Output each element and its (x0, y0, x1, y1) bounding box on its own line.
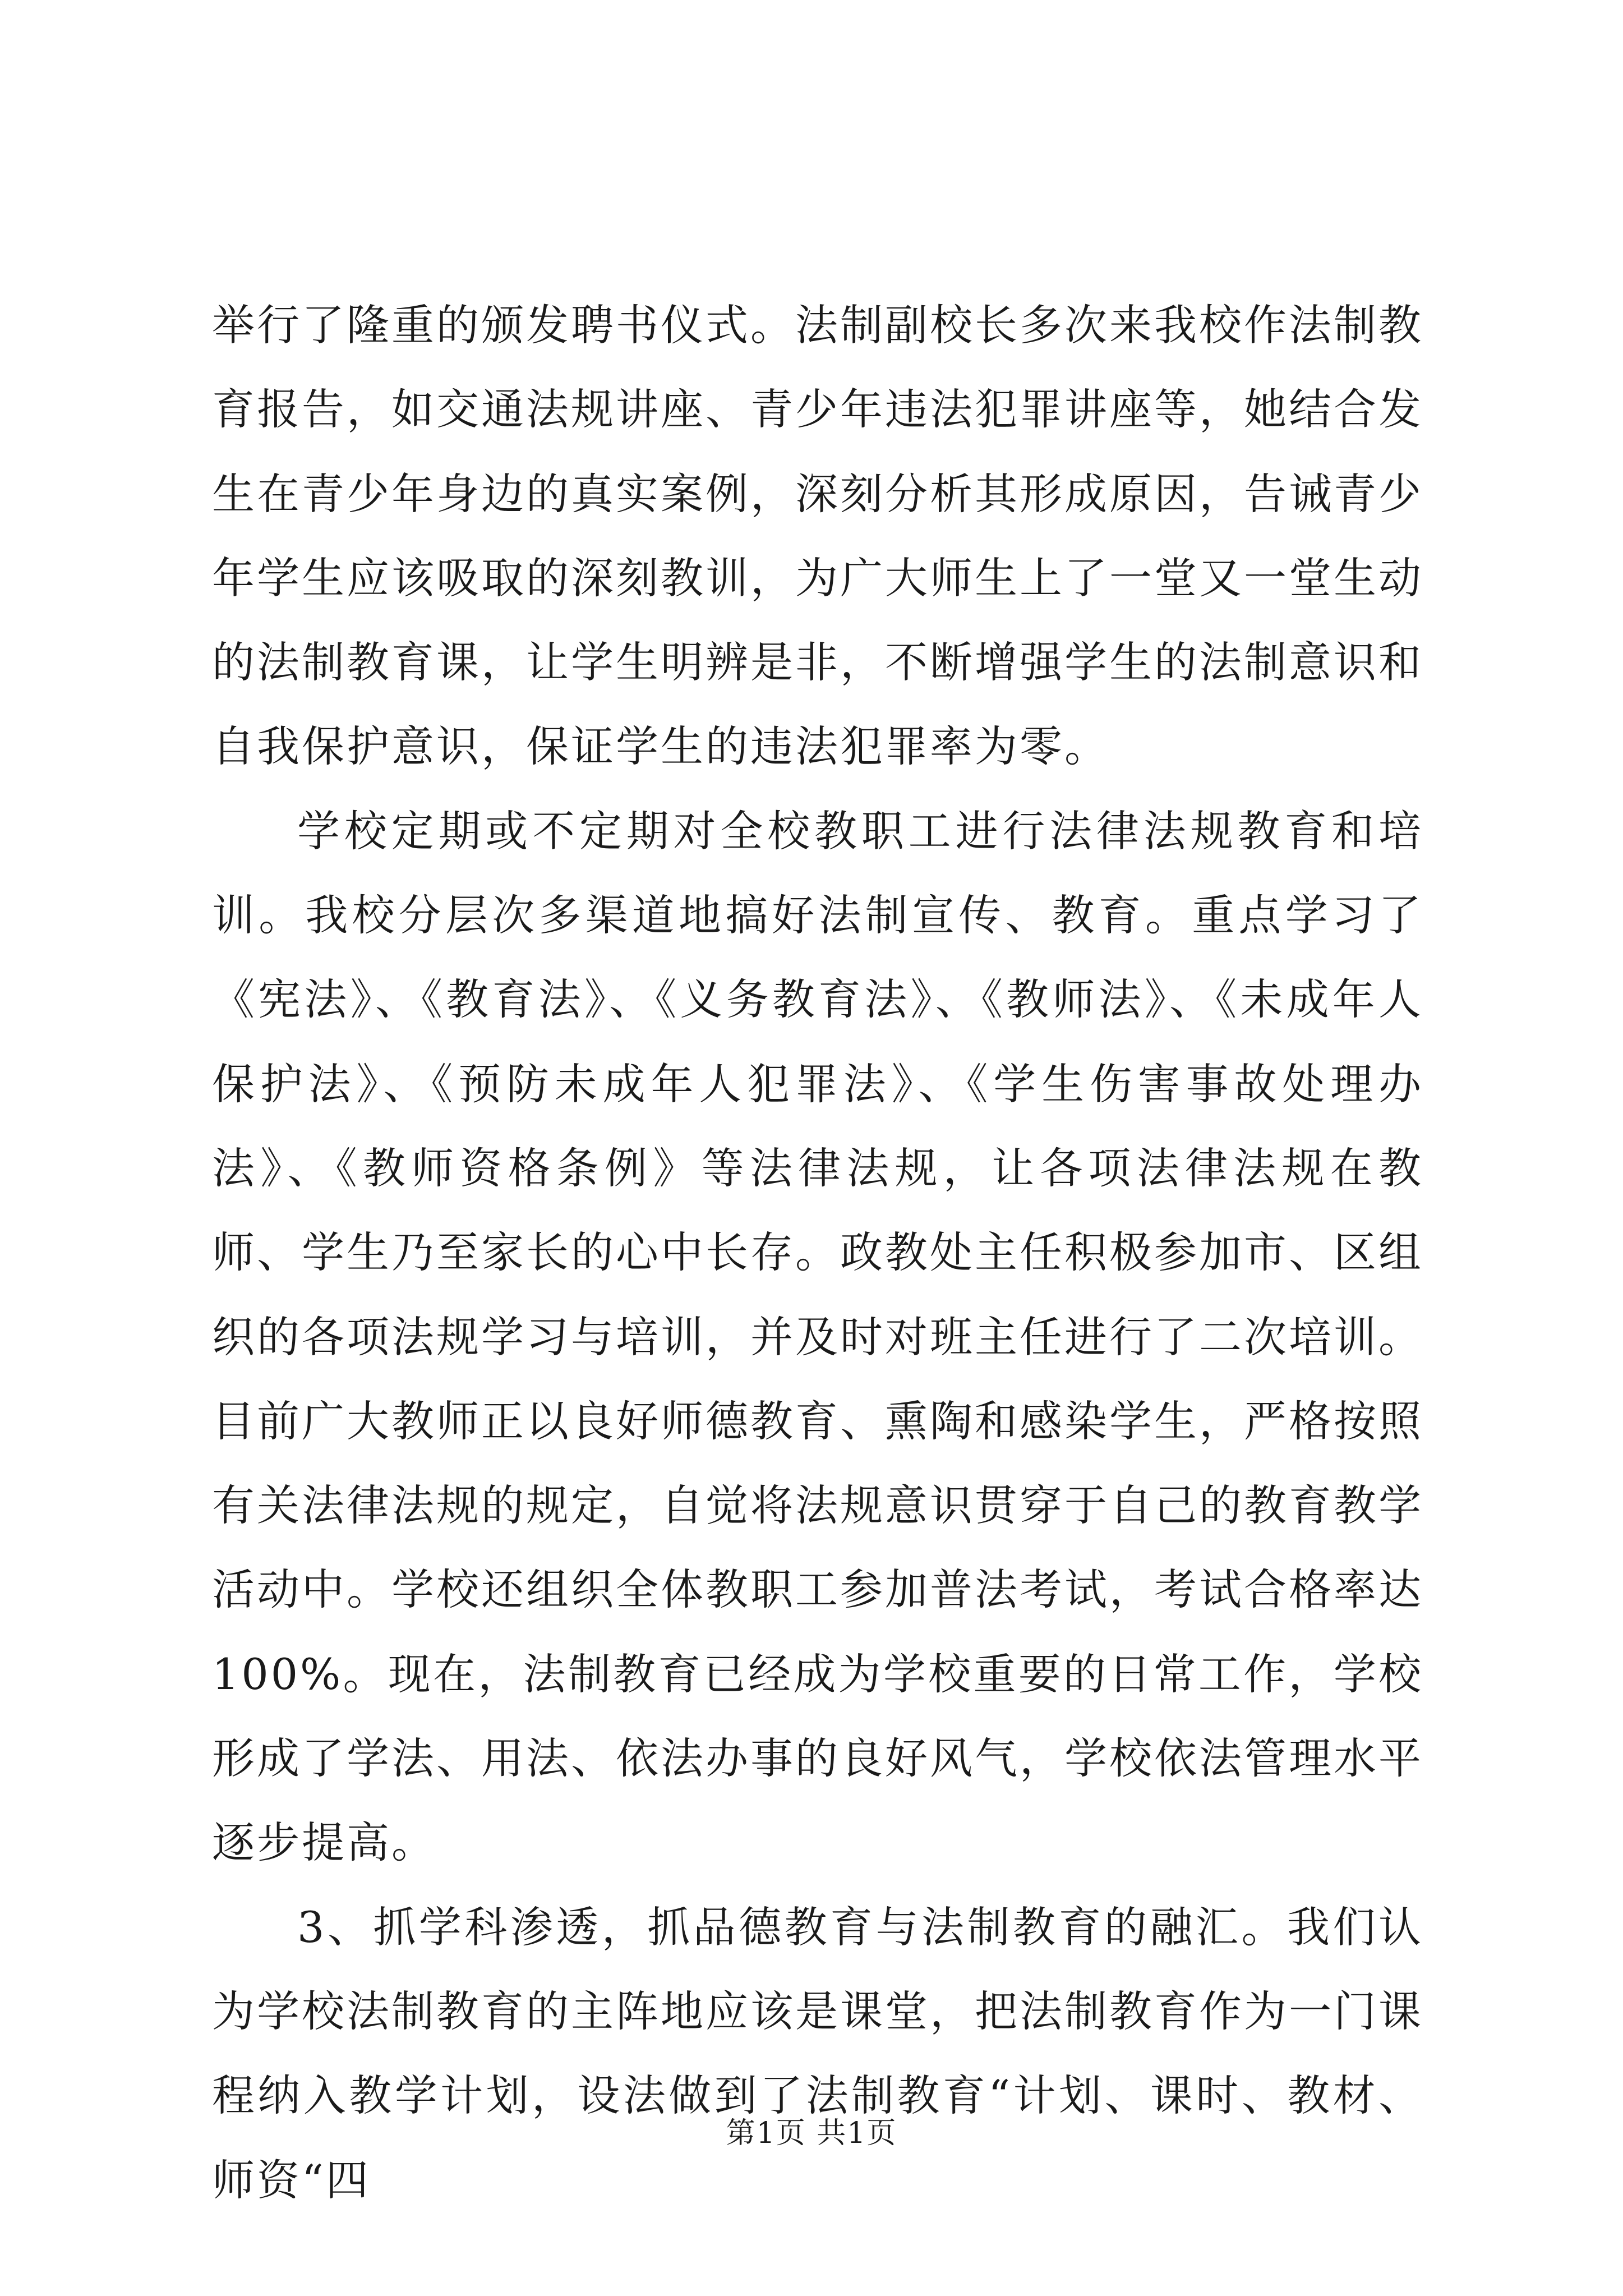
paragraph-3: 3、抓学科渗透，抓品德教育与法制教育的融汇。我们认为学校法制教育的主阵地应该是课堂，把法制教育作为一门课程纳入教学计划，设法做到了法制教育“计划、课时、教材、师资“四 (212, 1902, 1423, 2205)
page-footer: 第1页 共1页 (726, 2116, 897, 2150)
document-body (212, 283, 1423, 2223)
paragraph-2: 学校定期或不定期对全校教职工进行法律法规教育和培训。我校分层次多渠道地搞好法制宣传、教育。重点学习了《宪法》、《教育法》、《义务教育法》、《教师法》、《未成年人保护法》、《预防未成年人犯罪法》、《学生伤害事故处理办法》、《教师资格条例》等法律法规，让各项法律法规在教师、学生乃至家长的心中长存。政教处主任积极参加市、区组织的各项法规学习与培训，并及时对班主任进行了二次培训。目前广大教师正以良好师德教育、熏陶和感染学生，严格按照有关法律法规的规定，自觉将法规意识贯穿于自己的教育教学活动中。学校还组织全体教职工参加普法考试，考试合格率达100%。现在，法制教育已经成为学校重要的日常工作，学校形成了学法、用法、依法办事的良好风气，学校依法管理水平逐步提高。 (212, 806, 1423, 1868)
paragraph-1: 举行了隆重的颁发聘书仪式。法制副校长多次来我校作法制教育报告，如交通法规讲座、青少年违法犯罪讲座等，她结合发生在青少年身边的真实案例，深刻分析其形成原因，告诫青少年学生应该吸取的深刻教训，为广大师生上了一堂又一堂生动的法制教育课，让学生明辨是非，不断增强学生的法制意识和自我保护意识，保证学生的违法犯罪率为零。 (212, 300, 1423, 772)
